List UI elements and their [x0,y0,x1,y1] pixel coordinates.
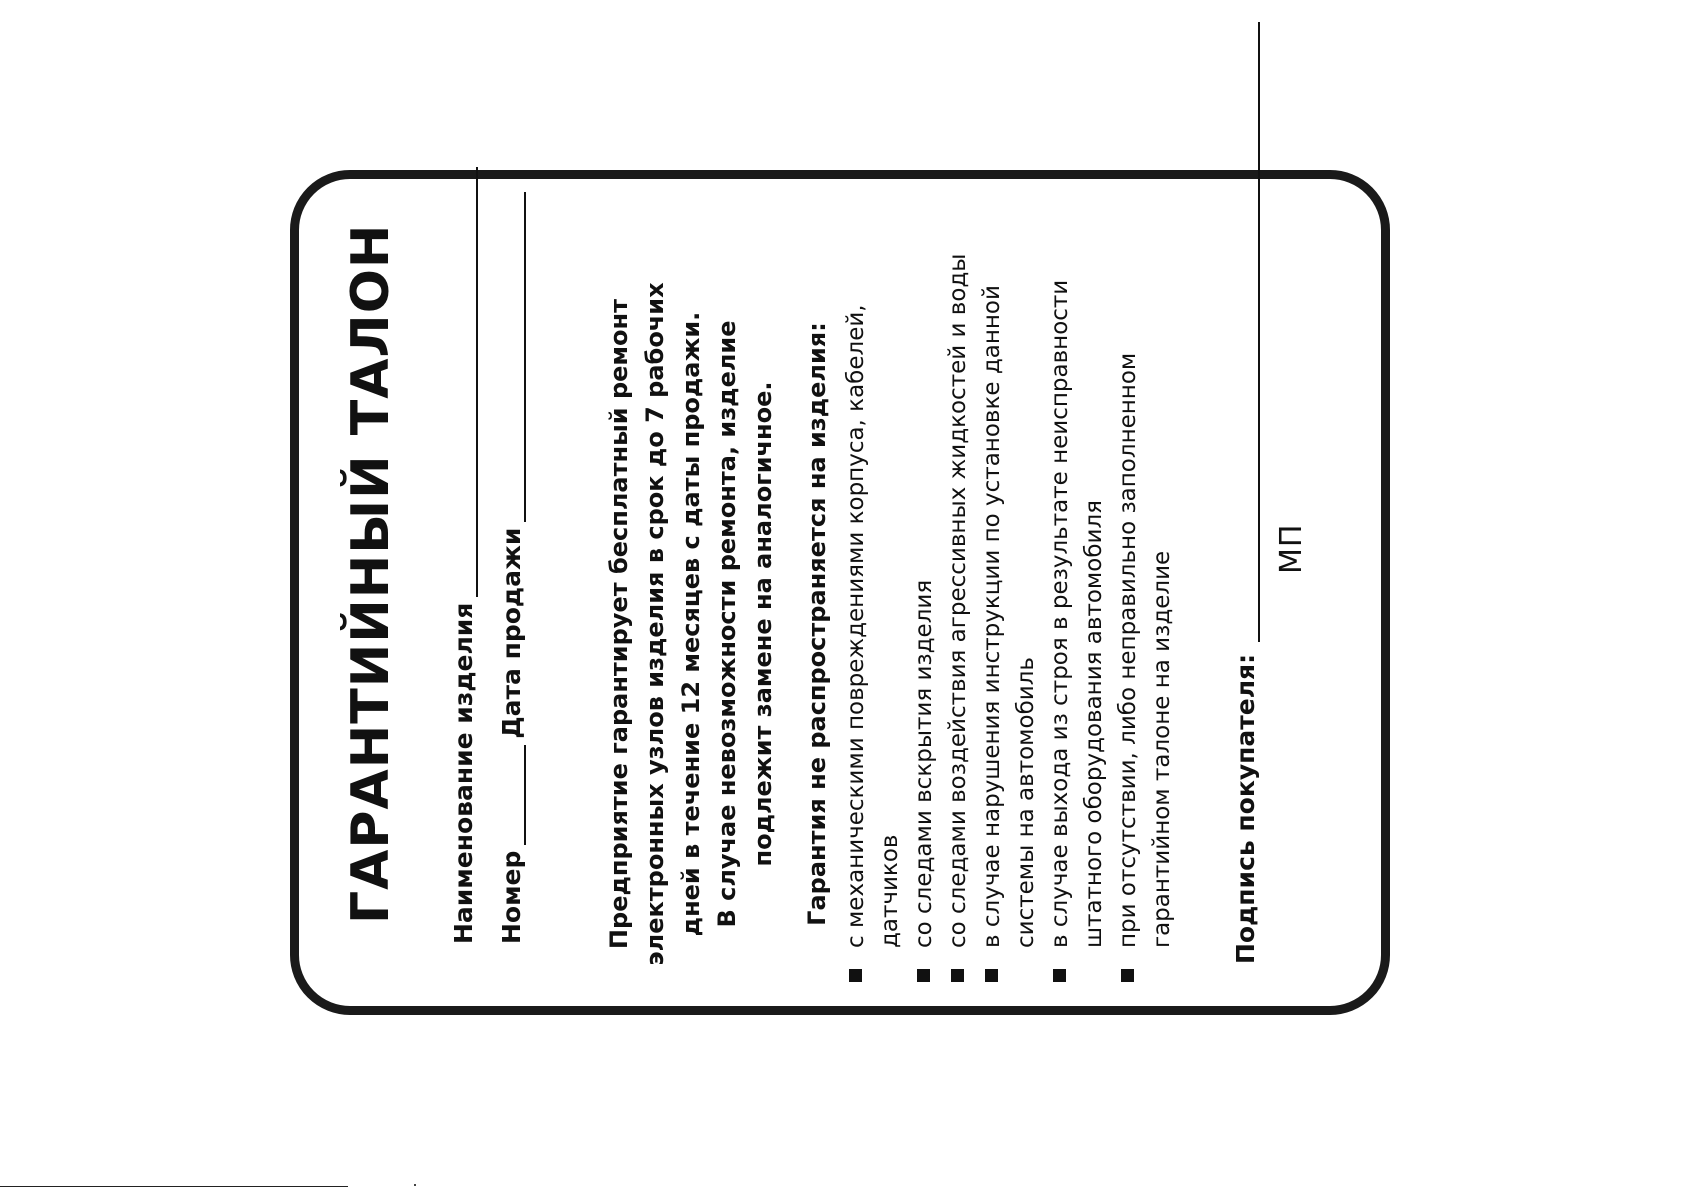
product-name-row [449,161,478,944]
warranty-card [290,170,1390,1015]
signature-label: Подпись покупателя: [1231,653,1260,964]
sale-date-label: Дата продажи [497,527,526,739]
square-bullet-icon [849,969,862,982]
product-name-field[interactable] [450,167,478,597]
list-item-text: в случае нарушения инструкции по установке данной системы на автомобиль [979,285,1039,948]
list-item-text: со следами вскрытия изделия [911,579,937,948]
exclusions-list [839,224,1179,984]
list-item-text: со следами воздействия агрессивных жидкостей и воды [945,253,971,948]
warranty-content [329,204,1379,984]
square-bullet-icon [1053,969,1066,982]
number-label: Номер [497,850,526,944]
square-bullet-icon [985,969,998,982]
list-item [975,224,1043,984]
guarantee-line: дней в течение 12 месяцев с даты продажи. [677,311,705,937]
card-title: ГАРАНТИЙНЫЙ ТАЛОН [341,223,401,924]
square-bullet-icon [917,969,930,982]
guarantee-line: В случае невозможности ремонта, изделие [713,320,741,928]
square-bullet-icon [1121,969,1134,982]
signature-row [1231,22,1260,964]
signature-field[interactable] [1236,22,1260,642]
guarantee-text [601,274,781,974]
scan-artifact [414,1184,416,1186]
list-item-text: в случае выхода из строя в результате неисправности штатного оборудования автомобиля [1047,279,1107,948]
sale-date-field[interactable] [498,192,526,522]
list-item-text: при отсутствии, либо неправильно заполненном гарантийном талоне на изделие [1115,352,1175,948]
exclusions-title: Гарантия не распространяется на изделия: [803,322,831,926]
list-item [1043,224,1111,984]
list-item [941,224,975,984]
guarantee-line: электронных узлов изделия в срок до 7 рабочих [641,282,669,966]
list-item [839,224,907,984]
number-date-row [497,186,526,944]
guarantee-line: подлежит замене на аналогичное. [749,381,777,867]
square-bullet-icon [951,969,964,982]
list-item [907,224,941,984]
list-item-text: с механическими повреждениями корпуса, кабелей, датчиков [843,304,903,948]
number-field[interactable] [498,745,526,845]
bottom-divider [0,1186,348,1187]
product-name-label: Наименование изделия [449,602,478,944]
list-item [1111,224,1179,984]
stamp-placeholder: МП [1274,523,1309,574]
guarantee-line: Предприятие гарантирует бесплатный ремонт [605,298,633,950]
